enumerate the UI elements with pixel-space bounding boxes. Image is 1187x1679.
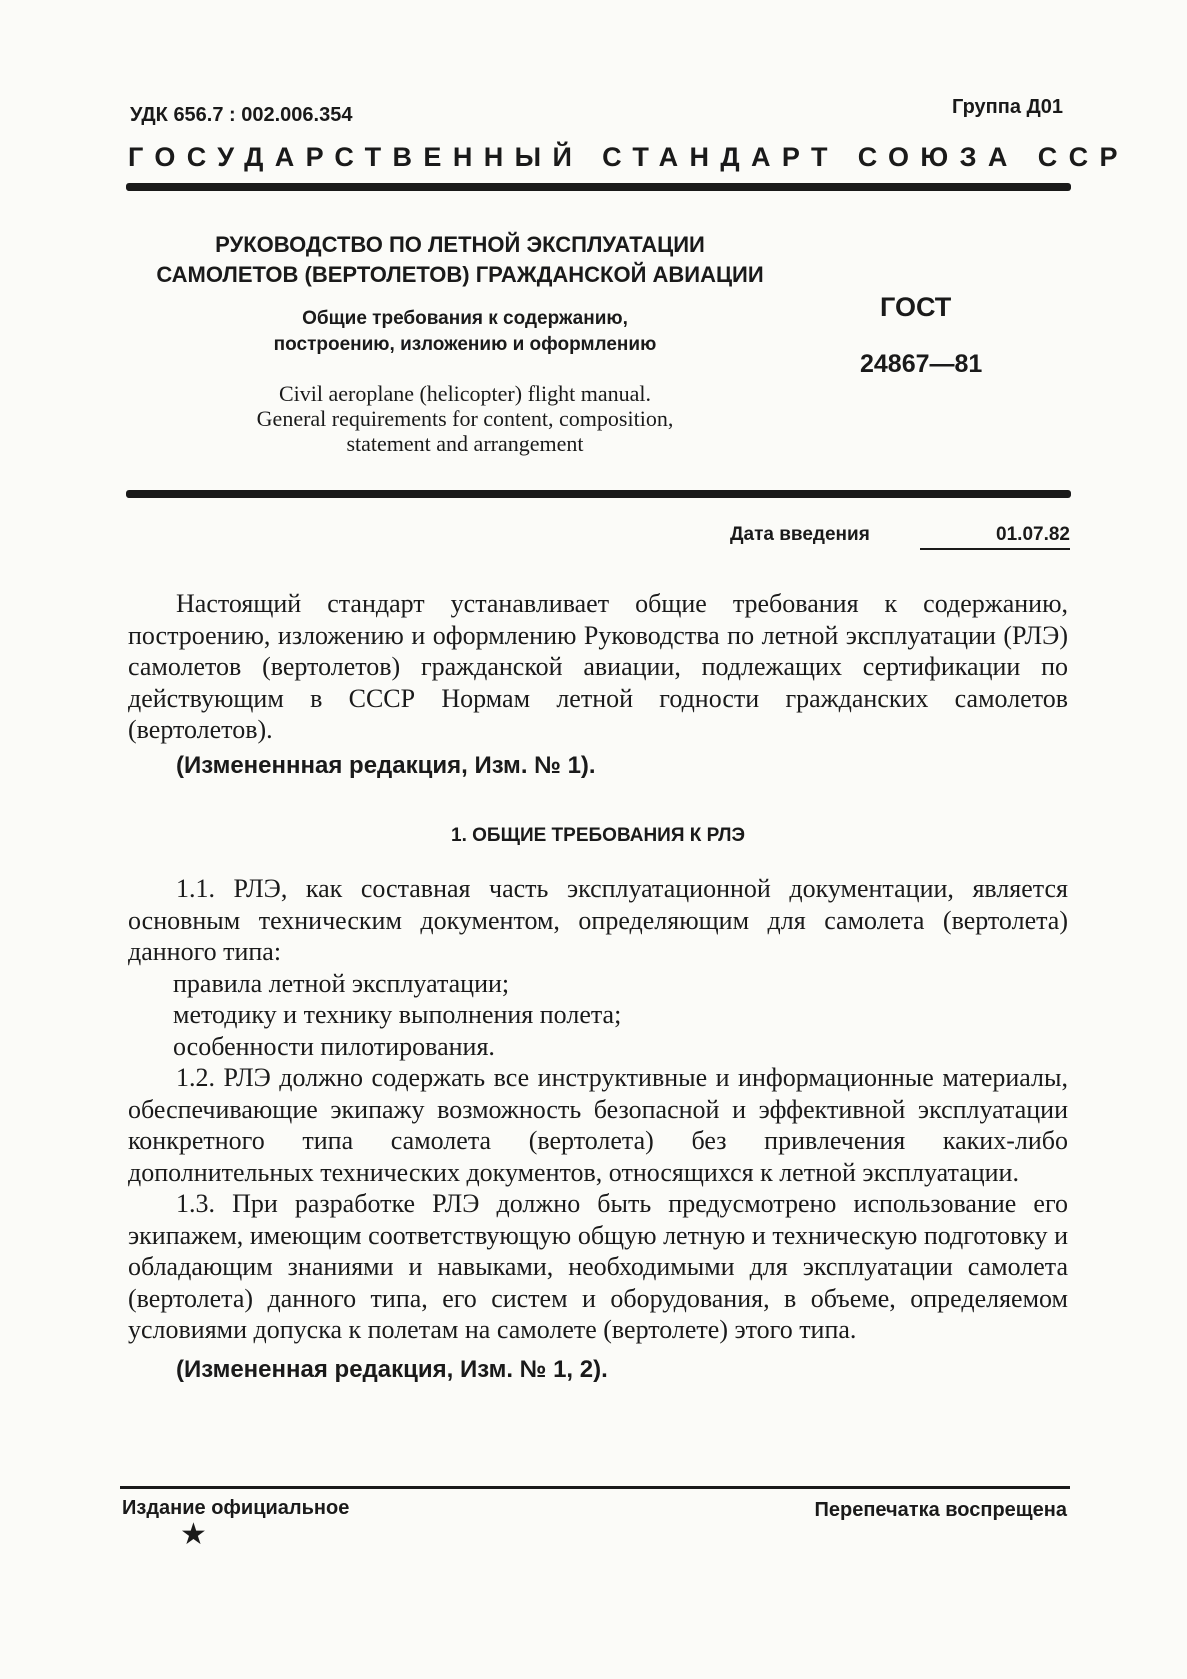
official-edition-label: Издание официальное <box>122 1497 350 1519</box>
list-item: правила летной эксплуатации; <box>173 968 510 998</box>
document-title <box>120 230 800 290</box>
subtitle-line-2: построению, изложению и оформлению <box>273 334 657 355</box>
udk-code: УДК 656.7 : 002.006.354 <box>130 104 353 126</box>
gost-label: ГОСТ <box>880 292 952 322</box>
clause-1-2: 1.2. РЛЭ должно содержать все инструктивные и информационные материалы, обеспечивающие экипажу возможность безопасной и эффективной эксплуатации конкретного типа самолета (вертолета) без привлечения каких-либо дополнительных технических документов, относящихся к летной эксплуатации. <box>128 1063 1068 1187</box>
intro-amendment-note: (Измененнная редакция, Изм. № 1). <box>176 751 596 779</box>
introduction-date-value: 01.07.82 <box>920 524 1070 550</box>
document-subtitle <box>170 306 760 358</box>
intro-paragraph <box>128 588 1068 781</box>
clause-1-1: 1.1. РЛЭ, как составная часть эксплуатационной документации, является основным техническим документом, определяющим для самолета (вертолета) данного типа: <box>128 874 1068 966</box>
star-icon: ★ <box>180 1518 207 1551</box>
english-line-2: General requirements for content, composition, <box>256 406 674 431</box>
footer-rule <box>120 1486 1070 1489</box>
gost-number: 24867—81 <box>860 350 983 378</box>
introduction-date-label: Дата введения <box>730 524 870 545</box>
header-rule <box>126 183 1071 191</box>
clause-1-3: 1.3. При разработке РЛЭ должно быть предусмотрено использование его экипажем, имеющим соответствующую общую летную и техническую подготовку и обладающим знаниями и навыками, необходимыми для эксплуатации самолета (вертолета) данного типа, его систем и оборудования, в объеме, определяемом условиями допуска к полетам на самолете (вертолете) этого типа. <box>128 1189 1068 1344</box>
state-standard-banner: ГОСУДАРСТВЕННЫЙ СТАНДАРТ СОЮЗА ССР <box>128 142 1129 172</box>
reprint-prohibited-label: Перепечатка воспрещена <box>814 1499 1067 1521</box>
intro-text: Настоящий стандарт устанавливает общие требования к содержанию, построению, изложению и оформлению Руководства по летной эксплуатации (РЛЭ) самолетов (вертолетов) гражданской авиации, подлежащих сертификации по действующим в СССР Нормам летной годности гражданских самолетов (вертолетов). <box>128 589 1068 744</box>
english-line-3: statement and arrangement <box>346 431 584 456</box>
group-code: Группа Д01 <box>952 96 1063 118</box>
list-item: методику и технику выполнения полета; <box>173 1000 622 1029</box>
section-1-heading: 1. ОБЩИЕ ТРЕБОВАНИЯ К РЛЭ <box>451 825 745 846</box>
section-1-amendment-note: (Измененная редакция, Изм. № 1, 2). <box>176 1355 608 1383</box>
list-item: особенности пилотирования. <box>173 1031 495 1061</box>
title-line-1: РУКОВОДСТВО ПО ЛЕТНОЙ ЭКСПЛУАТАЦИИ <box>215 232 705 257</box>
subtitle-line-1: Общие требования к содержанию, <box>302 308 628 329</box>
english-line-1: Civil aeroplane (helicopter) flight manual. <box>278 381 652 406</box>
title-line-2: САМОЛЕТОВ (ВЕРТОЛЕТОВ) ГРАЖДАНСКОЙ АВИАЦИИ <box>156 262 764 287</box>
english-title <box>160 381 770 456</box>
section-1-body <box>128 873 1068 1385</box>
title-rule <box>126 490 1071 498</box>
